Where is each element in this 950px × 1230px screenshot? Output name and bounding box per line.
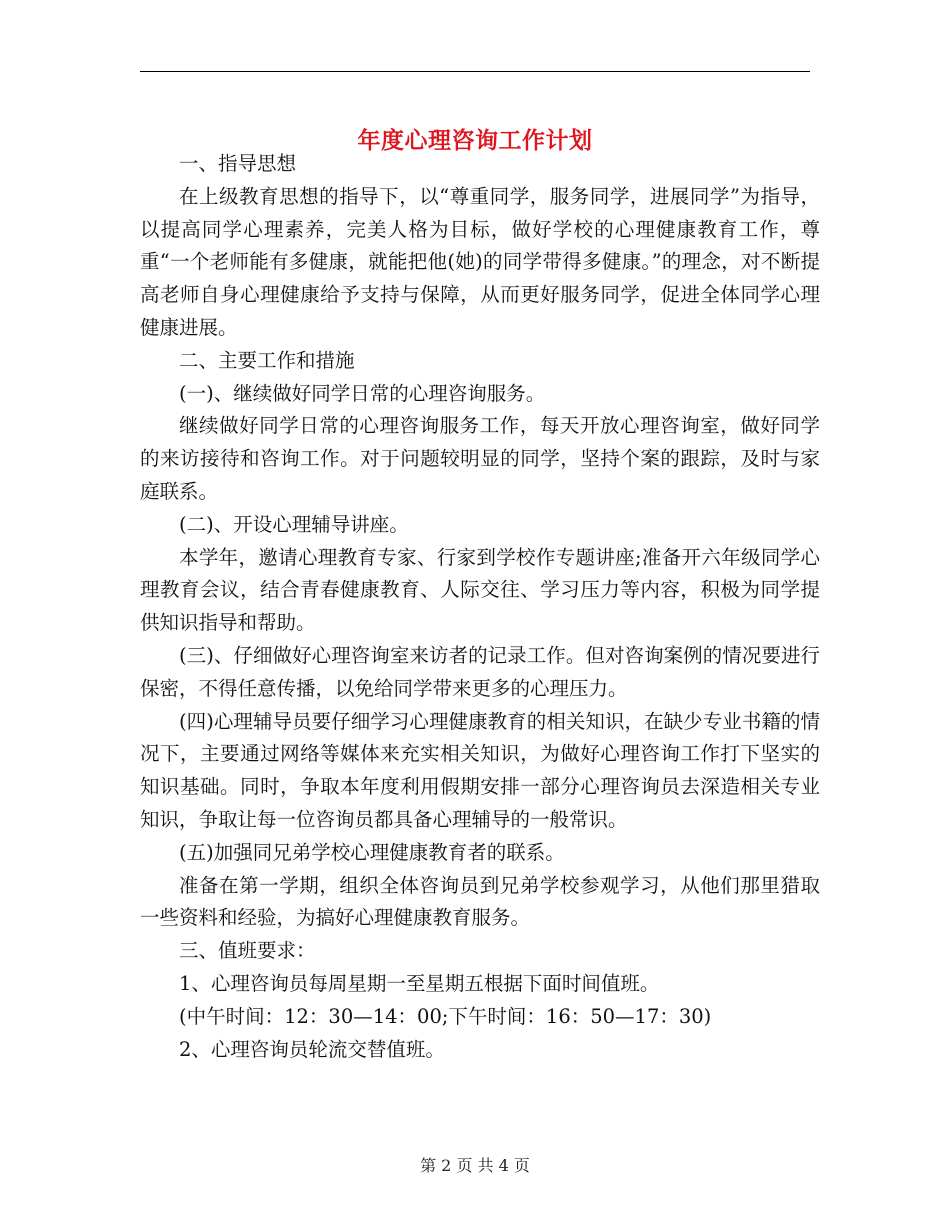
header-rule	[140, 71, 810, 72]
subheading-2: (二)、开设心理辅导讲座。	[179, 512, 409, 536]
page-number: 第 2 页 共 4 页	[420, 1156, 530, 1175]
duty-hours: (中午时间：12：30—14：00;下午时间：16：50—17：30)	[179, 1004, 712, 1028]
subheading-5: (五)加强同兄弟学校心理健康教育者的联系。	[179, 840, 565, 864]
section-heading-guiding-ideology: 一、指导思想	[179, 152, 297, 175]
duty-item-1: 1、心理咨询员每周星期一至星期五根据下面时间值班。	[179, 971, 660, 995]
section-heading-main-work: 二、主要工作和措施	[179, 348, 355, 372]
paragraph-counselor-study: (四)心理辅导员要仔细学习心理健康教育的相关知识，在缺少专业书籍的情况下，主要通过网络等媒体来充实相关知识，为做好心理咨询工作打下坚实的知识基础。同时，争取本年度利用假期安排一部分心理咨询员去深造相关专业知识，争取让每一位咨询员都具备心理辅导的一般常识。	[140, 709, 820, 831]
duty-item-2: 2、心理咨询员轮流交替值班。	[179, 1037, 445, 1061]
paragraph-lectures: 本学年，邀请心理教育专家、行家到学校作专题讲座;准备开六年级同学心理教育会议，结合青春健康教育、人际交往、学习压力等内容，积极为同学提供知识指导和帮助。	[140, 545, 820, 635]
paragraph-counseling-service: 继续做好同学日常的心理咨询服务工作，每天开放心理咨询室，做好同学的来访接待和咨询工作。对于问题较明显的同学，坚持个案的跟踪，及时与家庭联系。	[140, 414, 820, 503]
document-title: 年度心理咨询工作计划	[357, 127, 593, 155]
paragraph-visits: 准备在第一学期，组织全体咨询员到兄弟学校参观学习，从他们那里猎取一些资料和经验，为搞好心理健康教育服务。	[140, 873, 820, 930]
subheading-1: (一)、继续做好同学日常的心理咨询服务。	[179, 381, 546, 405]
document-body	[140, 148, 820, 1066]
section-heading-duty: 三、值班要求：	[179, 939, 316, 963]
paragraph-guiding-ideology: 在上级教育思想的指导下，以“尊重同学，服务同学，进展同学”为指导，以提高同学心理素养，完美人格为目标，做好学校的心理健康教育工作，尊重“一个老师能有多健康，就能把他(她)的同学带得多健康。”的理念，对不断提高老师自身心理健康给予支持与保障，从而更好服务同学，促进全体同学心理健康进展。	[140, 184, 820, 339]
paragraph-records: (三)、仔细做好心理咨询室来访者的记录工作。但对咨询案例的情况要进行保密，不得任意传播，以免给同学带来更多的心理压力。	[140, 643, 820, 700]
